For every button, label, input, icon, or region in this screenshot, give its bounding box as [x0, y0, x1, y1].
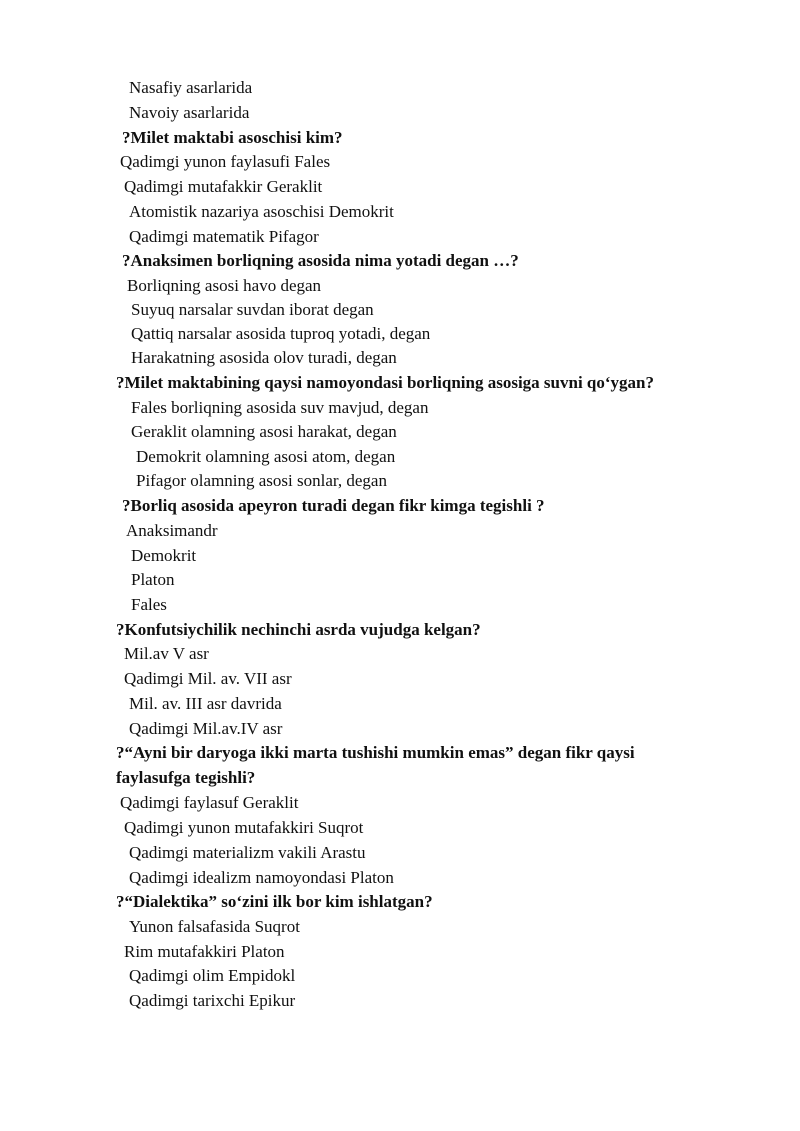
- option-line: Platon: [131, 570, 175, 589]
- question-line: ?Konfutsiychilik nechinchi asrda vujudga kelgan?: [116, 620, 481, 639]
- question-line: ?Milet maktabining qaysi namoyondasi borliqning asosiga suvni qo‘ygan?: [116, 373, 654, 392]
- option-line: Navoiy asarlarida: [129, 103, 250, 122]
- option-line: Harakatning asosida olov turadi, degan: [131, 348, 397, 367]
- option-line: Pifagor olamning asosi sonlar, degan: [136, 471, 387, 490]
- option-line: Qadimgi materializm vakili Arastu: [129, 843, 366, 862]
- option-line: Demokrit olamning asosi atom, degan: [136, 447, 396, 466]
- option-line: Geraklit olamning asosi harakat, degan: [131, 422, 397, 441]
- option-line: Qadimgi Mil.av.IV asr: [129, 719, 283, 738]
- option-line: Mil.av V asr: [124, 644, 209, 663]
- question-line: ?“Dialektika” so‘zini ilk bor kim ishlatgan?: [116, 892, 433, 911]
- question-line: ?Anaksimen borliqning asosida nima yotadi degan …?: [122, 251, 519, 270]
- question-line: ?Milet maktabi asoschisi kim?: [122, 128, 343, 147]
- option-line: Borliqning asosi havo degan: [127, 276, 322, 295]
- question-line: ?“Ayni bir daryoga ikki marta tushishi mumkin emas” degan fikr qaysi: [116, 743, 635, 762]
- option-line: Rim mutafakkiri Platon: [124, 942, 285, 961]
- option-line: Qadimgi yunon faylasufi Fales: [120, 152, 331, 171]
- option-line: Qadimgi Mil. av. VII asr: [124, 669, 292, 688]
- option-line: Qadimgi olim Empidokl: [129, 966, 296, 985]
- question-line: ?Borliq asosida apeyron turadi degan fikr kimga tegishli ?: [122, 496, 545, 515]
- option-line: Qadimgi matematik Pifagor: [129, 227, 319, 246]
- option-line: Yunon falsafasida Suqrot: [129, 917, 300, 936]
- option-line: Qadimgi tarixchi Epikur: [129, 991, 296, 1010]
- option-line: Qadimgi mutafakkir Geraklit: [124, 177, 323, 196]
- option-line: Atomistik nazariya asoschisi Demokrit: [129, 202, 394, 221]
- option-line: Mil. av. III asr davrida: [129, 694, 282, 713]
- option-line: Fales borliqning asosida suv mavjud, degan: [131, 398, 429, 417]
- option-line: Nasafiy asarlarida: [129, 78, 253, 97]
- option-line: Qadimgi faylasuf Geraklit: [120, 793, 299, 812]
- option-line: Fales: [131, 595, 167, 614]
- option-line: Qattiq narsalar asosida tuproq yotadi, degan: [131, 324, 431, 343]
- question-line: faylasufga tegishli?: [116, 768, 256, 787]
- option-line: Qadimgi yunon mutafakkiri Suqrot: [124, 818, 364, 837]
- option-line: Suyuq narsalar suvdan iborat degan: [131, 300, 374, 319]
- option-line: Qadimgi idealizm namoyondasi Platon: [129, 868, 394, 887]
- option-line: Demokrit: [131, 546, 197, 565]
- option-line: Anaksimandr: [126, 521, 218, 540]
